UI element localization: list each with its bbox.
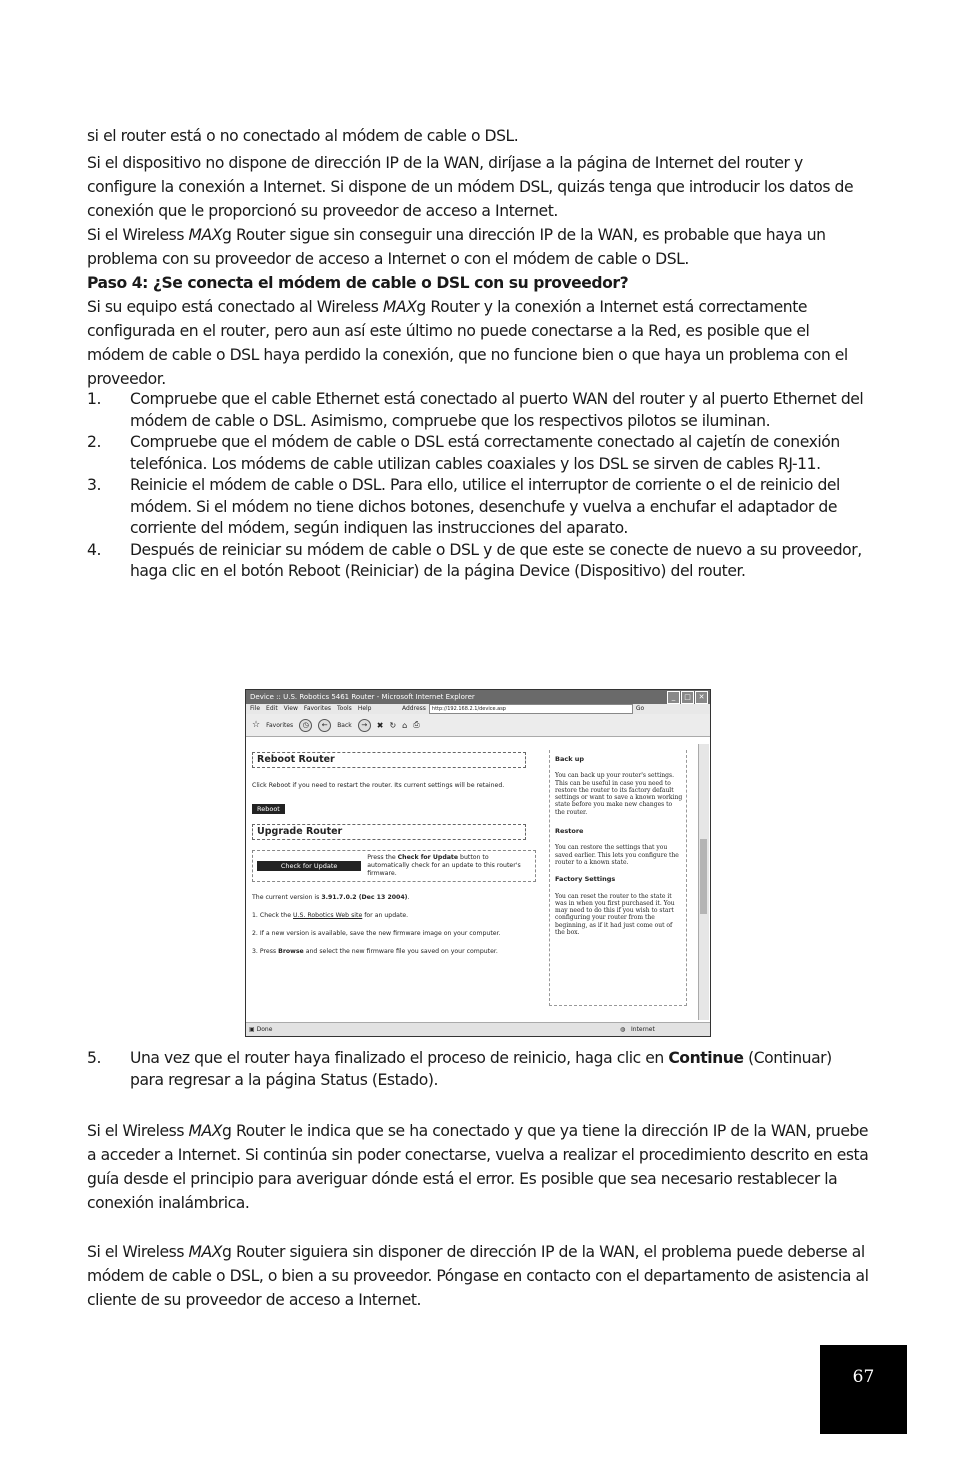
usr-website-link[interactable]: U.S. Robotics Web site (293, 912, 363, 919)
current-version: The current version is 3.91.7.0.2 (Dec 13 2004). (252, 894, 410, 901)
menu-edit[interactable]: Edit (266, 705, 278, 712)
list-item: 3. Reinicie el módem de cable o DSL. Para ello, utilice el interruptor de corriente o el de reinicio del módem. Si el módem no tiene dichos botones, desenchufe y vuelva a enchufar el adaptador de corriente del módem, según indiquen las instrucciones del aparato. (87, 476, 840, 537)
browser-toolbar (246, 714, 710, 737)
reboot-button[interactable]: Reboot (252, 804, 285, 814)
router-screenshot (245, 689, 711, 1037)
home-icon[interactable]: ⌂ (402, 720, 408, 730)
page-number: 67 (820, 1345, 907, 1434)
paragraph: Si el dispositivo no dispone de dirección IP de la WAN, diríjase a la página de Internet del router y configure la conexión a Internet. Si dispone de un módem DSL, quizás tenga que introducir los datos de conexión que le proporcionó su proveedor de acceso a Internet. (87, 154, 854, 220)
forward-arrow-icon[interactable]: → (358, 719, 371, 732)
help-text: You can back up your router's settings. This can be useful in case you need to restore the router to its factory default settings or want to save a known working state before you make new changes to the router. (555, 772, 683, 816)
numbered-list (87, 389, 869, 583)
minimize-icon[interactable]: _ (667, 691, 680, 704)
window-titlebar (246, 690, 710, 704)
help-text: You can restore the settings that you saved earlier. This lets you configure the router to a known state. (555, 844, 679, 866)
vertical-scrollbar[interactable] (698, 744, 709, 1020)
upgrade-heading: Upgrade Router (252, 824, 526, 840)
check-update-box (252, 850, 536, 882)
paragraph: Si el Wireless MAXg Router siguiera sin disponer de dirección IP de la WAN, el problema puede deberse al módem de cable o DSL, o bien a su proveedor. Póngase en contacto con el departamento de asistencia al cliente de su proveedor de acceso a Internet. (87, 1243, 869, 1309)
update-step-1: 1. Check the U.S. Robotics Web site for an update. (252, 912, 409, 919)
reboot-text: Click Reboot if you need to restart the router. Its current settings will be retained. (252, 782, 505, 789)
help-title: Back up (555, 755, 585, 763)
zone-text: Internet (631, 1026, 655, 1033)
step-heading: Paso 4: ¿Se conecta el módem de cable o DSL con su proveedor? (87, 274, 629, 292)
list-item: 2. Compruebe que el módem de cable o DSL está correctamente conectado al cajetín de conexión telefónica. Los módems de cable utilizan cables coaxiales y los DSL se sirven de cables RJ-11. (87, 433, 840, 473)
star-icon: ☆ (252, 720, 261, 730)
favorites-button[interactable]: Favorites (266, 721, 294, 729)
update-step-3: 3. Press Browse and select the new firmware file you saved on your computer. (252, 948, 498, 955)
scrollbar-thumb[interactable] (700, 839, 707, 914)
help-pane (549, 750, 687, 1006)
help-title: Restore (555, 827, 584, 836)
list-item: 4. Después de reiniciar su módem de cable o DSL y de que este se conecte de nuevo a su proveedor, haga clic en el botón Reboot (Reiniciar) de la página Device (Dispositivo) del router. (87, 540, 862, 580)
menu-favorites[interactable]: Favorites (303, 705, 332, 712)
reboot-heading: Reboot Router (252, 752, 526, 768)
refresh-icon[interactable]: ↻ (389, 720, 397, 730)
maximize-icon[interactable]: □ (681, 691, 694, 704)
print-icon[interactable]: ⎙ (413, 720, 420, 729)
menu-tools[interactable]: Tools (337, 705, 352, 712)
menu-help[interactable]: Help (357, 705, 372, 712)
help-text: You can reset the router to the state it was in when you first purchased it. You may need to do this if you wish to start configuring your router from the beginning, as if it had just come out of the box. (555, 892, 675, 937)
text-block-top (87, 124, 869, 391)
update-step-2: 2. If a new version is available, save the new firmware image on your computer. (252, 930, 501, 937)
back-button[interactable]: Back (337, 721, 352, 729)
menu-bar (246, 704, 710, 714)
paragraph: Si el Wireless MAXg Router le indica que se ha conectado y que ya tiene la dirección IP de la WAN, pruebe a acceder a Internet. Si continúa sin poder conectarse, vuelva a realizar el procedimiento descrito en esta guía desde el principio para averiguar dónde está el error. Es posible que sea necesario restablecer la conexión inalámbrica. (87, 1122, 869, 1212)
paragraph: si el router está o no conectado al módem de cable o DSL. (87, 127, 519, 145)
numbered-list-continued (87, 1048, 869, 1091)
menu-file[interactable]: File (250, 705, 261, 712)
go-button[interactable]: Go (635, 705, 645, 712)
device-settings-pane (252, 744, 542, 1020)
menu-view[interactable]: View (283, 705, 298, 712)
list-item: 5. Una vez que el router haya finalizado el proceso de reinicio, haga clic en Continue (Continuar) para regresar a la página Status (Estado). (87, 1049, 832, 1089)
status-bar (246, 1022, 710, 1036)
back-arrow-icon[interactable]: ← (318, 719, 331, 732)
list-item: 1. Compruebe que el cable Ethernet está conectado al puerto WAN del router y al puerto Ethernet del módem de cable o DSL. Asimismo, compruebe que los respectivos pilotos se iluminan. (87, 390, 864, 430)
close-icon[interactable]: ✕ (695, 691, 708, 704)
page-content (246, 744, 698, 1020)
globe-icon: ◍ (620, 1026, 626, 1033)
status-text: Done (256, 1026, 273, 1033)
text-block-final (87, 1240, 869, 1312)
page-icon: ▣ (249, 1026, 255, 1033)
paragraph: Si el Wireless MAXg Router sigue sin conseguir una dirección IP de la WAN, es probable que haya un problema con su proveedor de acceso a Internet o con el módem de cable o DSL. (87, 226, 826, 268)
check-update-text: Press the Check for Update button to automatically check for an update to this router's firmware. (367, 854, 521, 877)
address-label: Address (402, 705, 426, 712)
paragraph: Si su equipo está conectado al Wireless MAXg Router y la conexión a Internet está correctamente configurada en el router, pero aun así este último no puede conectarse a la Red, es posible que el módem de cable o DSL haya perdido la conexión, que no funcione bien o que haya un problema con el proveedor. (87, 298, 848, 388)
help-title: Factory Settings (555, 875, 616, 884)
history-icon[interactable]: ◷ (299, 719, 312, 732)
window-title: Device :: U.S. Robotics 5461 Router - Microsoft Internet Explorer (250, 693, 475, 701)
check-update-button[interactable]: Check for Update (257, 861, 361, 871)
text-block-bottom (87, 1119, 869, 1215)
address-input[interactable]: http://192.168.2.1/device.asp (429, 704, 633, 714)
stop-icon[interactable]: ✖ (376, 720, 384, 730)
